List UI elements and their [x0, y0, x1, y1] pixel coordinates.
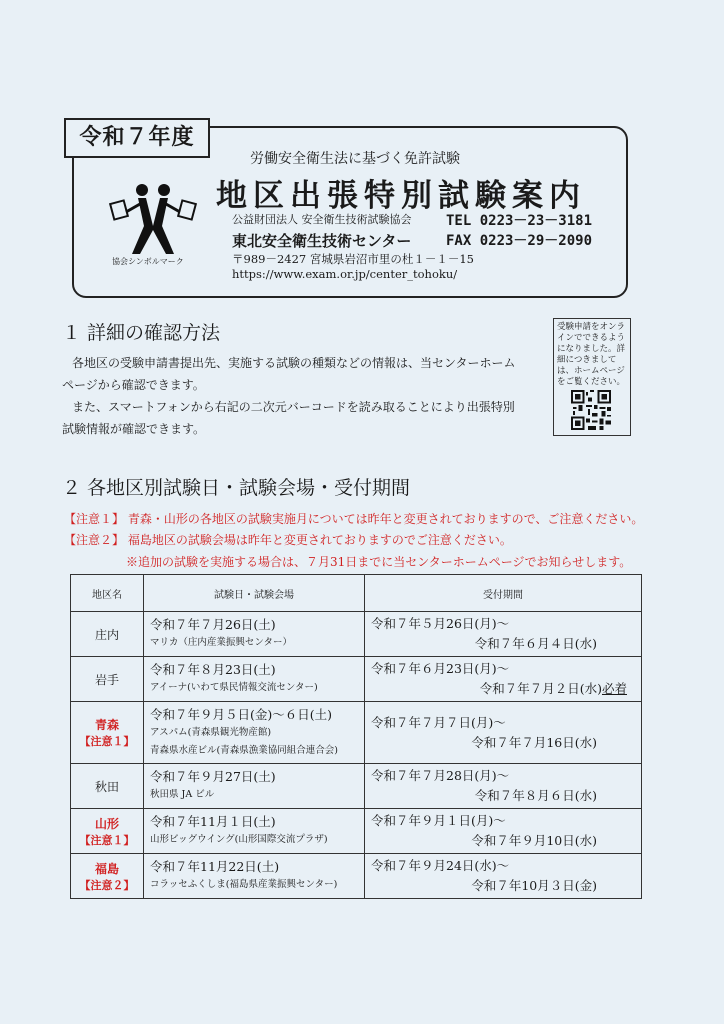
- reception-end: 令和７年７月16日(水): [471, 734, 597, 750]
- address: 〒989－2427 宮城県岩沼市里の杜１－１－15: [232, 252, 475, 266]
- area-cell: [71, 854, 144, 899]
- exam-venue: 山形ビッグウイング(山形国際交流プラザ): [150, 834, 328, 845]
- reception-period-cell: [365, 612, 642, 657]
- symbol-mark-icon: [108, 182, 198, 256]
- area-name: 福島: [94, 861, 119, 876]
- section1-heading: １ 詳細の確認方法: [62, 322, 221, 344]
- table-row: [71, 657, 642, 702]
- area-cell: [71, 764, 144, 809]
- reception-period-cell: [365, 657, 642, 702]
- reception-start: 令和７年７月28日(月)～: [371, 768, 510, 783]
- exam-date-cell: [144, 612, 365, 657]
- website-url[interactable]: https://www.exam.or.jp/center_tohoku/: [232, 267, 458, 281]
- section1-para2-line2: 試験情報が確認できます。: [62, 422, 206, 436]
- table-row: [71, 612, 642, 657]
- exam-date-cell: [144, 657, 365, 702]
- section1-para1-line1: 各地区の受験申請書提出先、実施する試験の種類などの情報は、当センターホーム: [72, 356, 516, 370]
- area-name: 青森: [94, 718, 119, 732]
- org-name-line2: 東北安全衛生技術センター: [232, 232, 412, 250]
- reception-end-line: [371, 831, 635, 851]
- reception-start: 令和７年９月24日(水)～: [371, 858, 510, 873]
- exam-date: 令和７年９月５日(金)～６日(土): [150, 706, 333, 722]
- reception-end-line: [371, 634, 635, 654]
- area-caution-note: 【注意２】: [79, 878, 135, 892]
- exam-date-cell: [144, 764, 365, 809]
- caution-note-2: 【注意２】 福島地区の試験会場は昨年と変更されておりますのでご注意ください。: [64, 533, 512, 547]
- area-caution-note: 【注意１】: [79, 735, 135, 748]
- org-name-line1: 公益財団法人 安全衛生技術試験協会: [232, 213, 412, 226]
- col-header-area: 地区名: [71, 575, 144, 612]
- exam-venue: コラッセふくしま(福島県産業振興センター): [150, 879, 338, 890]
- table-row: [71, 854, 642, 899]
- section1-para2-line1: また、スマートフォンから右記の二次元バーコードを読み取ることにより出張特別: [72, 400, 515, 414]
- qr-note: 受験申請をオンラインでできるようになりました。詳細につきましては、ホームページをご覧ください。: [557, 322, 626, 387]
- qr-code-icon[interactable]: [571, 390, 611, 430]
- reception-end: 令和７年10月３日(金): [471, 878, 597, 893]
- reception-period-cell: [365, 809, 642, 854]
- exam-date-cell: [144, 702, 365, 764]
- reception-end-line: [371, 679, 635, 699]
- reception-period-cell: [365, 764, 642, 809]
- area-cell: [71, 657, 144, 702]
- exam-date: 令和７年８月23日(土): [150, 662, 276, 677]
- area-cell: [71, 809, 144, 854]
- must-arrive-label: 必着: [601, 681, 627, 696]
- table-row: [71, 809, 642, 854]
- header-subtitle: 労働安全衛生法に基づく免許試験: [250, 151, 460, 167]
- reception-end: 令和７年９月10日(水): [471, 833, 597, 848]
- exam-venue: 青森県水産ビル(青森県漁業協同組合連合会): [150, 744, 338, 756]
- exam-date-cell: [144, 854, 365, 899]
- area-name: 岩手: [94, 672, 119, 687]
- exam-date: 令和７年11月22日(土): [150, 859, 280, 874]
- area-name: 庄内: [94, 627, 119, 642]
- schedule-table: [70, 574, 642, 899]
- reception-period-cell: [365, 854, 642, 899]
- reception-start: 令和７年５月26日(月)～: [371, 616, 510, 631]
- table-header-row: [71, 575, 642, 612]
- area-caution-note: 【注意１】: [79, 833, 135, 847]
- table-row: [71, 764, 642, 809]
- table-row: [71, 702, 642, 764]
- reception-end-line: [371, 733, 635, 753]
- exam-venue: アスパム(青森県観光物産館): [150, 726, 272, 738]
- reception-period-cell: [365, 702, 642, 764]
- reception-end: 令和７年８月６日(水): [474, 788, 597, 803]
- exam-date: 令和７年11月１日(土): [150, 814, 276, 829]
- reception-end-line: [371, 876, 635, 896]
- exam-date: 令和７年７月26日(土): [150, 617, 276, 632]
- area-name: 山形: [94, 816, 119, 831]
- exam-venue: マリカ（庄内産業振興センター）: [150, 637, 293, 648]
- qr-panel: [553, 318, 631, 436]
- section1-para1-line2: ページから確認できます。: [62, 378, 205, 392]
- exam-date-cell: [144, 809, 365, 854]
- fax-number: FAX 0223－29－2090: [446, 233, 593, 249]
- page-title: 地区出張特別試験案内: [216, 178, 586, 214]
- caution-note-1: 【注意１】 青森・山形の各地区の試験実施月については昨年と変更されておりますので、ご注意ください。: [64, 512, 644, 526]
- area-cell: [71, 612, 144, 657]
- reception-end: 令和７年６月４日(水): [474, 636, 597, 651]
- fiscal-year-label: 令和７年度: [64, 118, 210, 158]
- exam-venue: アイーナ(いわて県民情報交流センター): [150, 682, 318, 693]
- col-header-reception: 受付期間: [365, 575, 642, 612]
- section2-heading: ２ 各地区別試験日・試験会場・受付期間: [62, 477, 411, 499]
- exam-venue: 秋田県 JA ビル: [150, 789, 215, 800]
- reception-start: 令和７年６月23日(月)～: [371, 661, 510, 676]
- area-name: 秋田: [94, 779, 119, 794]
- logo-caption: 協会シンボルマーク: [112, 257, 184, 266]
- tel-number: TEL 0223－23－3181: [446, 213, 593, 229]
- reception-end: 令和７年７月２日(水): [479, 681, 602, 696]
- reception-start: 令和７年７月７日(月)～: [371, 714, 506, 730]
- additional-exam-note: ※追加の試験を実施する場合は、７月31日までに当センターホームページでお知らせします。: [126, 555, 632, 569]
- reception-start: 令和７年９月１日(月)～: [371, 813, 506, 828]
- exam-date: 令和７年９月27日(土): [150, 769, 276, 784]
- reception-end-line: [371, 786, 635, 806]
- col-header-date: 試験日・試験会場: [144, 575, 365, 612]
- area-cell: [71, 702, 144, 764]
